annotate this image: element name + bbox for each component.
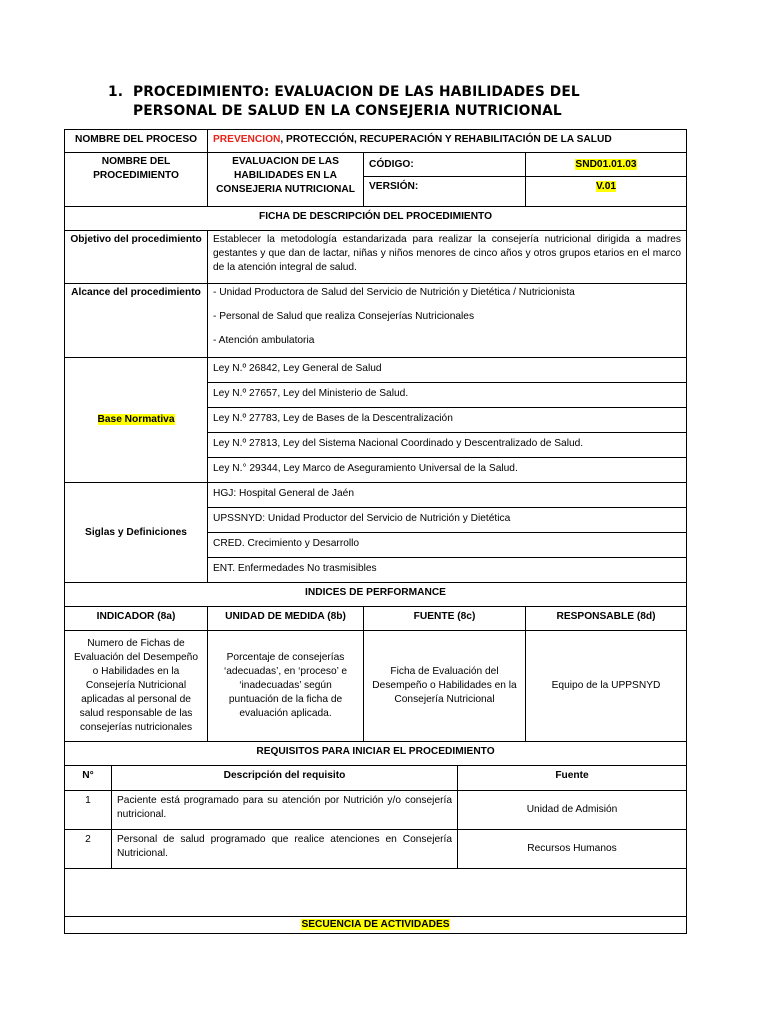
indicador-value: Numero de Fichas de Evaluación del Desempeño o Habilidades en la Consejería Nutricional aplicadas al personal de salud responsable de las consejerías nutricionales: [65, 631, 208, 742]
indices-header: FUENTE (8c): [364, 607, 526, 631]
row-indices-values: [65, 631, 687, 742]
procedure-table: [64, 129, 687, 934]
ficha-title: FICHA DE DESCRIPCIÓN DEL PROCEDIMIENTO: [65, 207, 687, 231]
alcance-item: - Atención ambulatoria: [213, 335, 315, 346]
sigla-item: CRED. Crecimiento y Desarrollo: [208, 533, 687, 558]
requisito-description: Paciente está programado para su atención por Nutrición y/o consejería nutricional.: [112, 791, 458, 830]
requisitos-title: REQUISITOS PARA INICIAR EL PROCEDIMIENTO: [65, 742, 687, 766]
section-heading: [108, 83, 668, 121]
row-siglas: [65, 483, 687, 508]
alcance-item: - Personal de Salud que realiza Consejerías Nutricionales: [213, 311, 475, 322]
requisito-fuente: Recursos Humanos: [458, 830, 687, 869]
row-ficha-title: [65, 207, 687, 231]
indices-title: INDICES DE PERFORMANCE: [65, 583, 687, 607]
row-empty: [65, 869, 687, 917]
row-secuencia-title: [65, 917, 687, 934]
requisito-fuente: Unidad de Admisión: [458, 791, 687, 830]
requisito-number: 1: [65, 791, 112, 830]
alcance-label: Alcance del procedimiento: [65, 284, 208, 358]
codigo-label: CÓDIGO:: [364, 153, 526, 177]
secuencia-title: SECUENCIA DE ACTIVIDADES: [301, 919, 450, 930]
ley-item: Ley N.° 29344, Ley Marco de Aseguramiento Universal de la Salud.: [208, 458, 687, 483]
sigla-item: UPSSNYD: Unidad Productor del Servicio de Nutrición y Dietética: [208, 508, 687, 533]
row-requisitos-title: [65, 742, 687, 766]
section-title: PROCEDIMIENTO: EVALUACION DE LAS HABILIDADES DEL PERSONAL DE SALUD EN LA CONSEJERIA NUTRICIONAL: [133, 84, 580, 119]
indices-header: RESPONSABLE (8d): [526, 607, 687, 631]
requisitos-header: N°: [65, 766, 112, 791]
codigo-value: SND01.01.03: [575, 158, 637, 170]
row-base-normativa: [65, 358, 687, 383]
objetivo-value: Establecer la metodología estandarizada para realizar la consejería nutricional dirigida a madres gestantes y que dan de lactar, niñas y niños menores de cinco años y otros grupos etarios en el marco de la atención integral de salud.: [208, 231, 687, 284]
ley-item: Ley N.º 26842, Ley General de Salud: [208, 358, 687, 383]
row-alcance: [65, 284, 687, 358]
unidad-medida-value: Porcentaje de consejerías ‘adecuadas’, en ‘proceso’ e ‘inadecuadas’ según puntuación de la ficha de evaluación aplicada.: [208, 631, 364, 742]
proceso-label: NOMBRE DEL PROCESO: [65, 130, 208, 153]
alcance-list: [208, 284, 687, 358]
row-objetivo: [65, 231, 687, 284]
ley-item: Ley N.º 27783, Ley de Bases de la Descentralización: [208, 408, 687, 433]
fuente-value: Ficha de Evaluación del Desempeño o Habilidades en la Consejería Nutricional: [364, 631, 526, 742]
requisito-row: [65, 830, 687, 869]
requisito-row: [65, 791, 687, 830]
codigo-value-cell: [526, 153, 687, 177]
section-number: 1.: [108, 84, 124, 100]
ley-item: Ley N.º 27657, Ley del Ministerio de Salud.: [208, 383, 687, 408]
responsable-value: Equipo de la UPPSNYD: [526, 631, 687, 742]
procedimiento-value: EVALUACION DE LAS HABILIDADES EN LA CONSEJERIA NUTRICIONAL: [208, 153, 364, 207]
proceso-value: [208, 130, 687, 153]
proceso-value-red: PREVENCION: [213, 134, 281, 145]
row-requisitos-headers: [65, 766, 687, 791]
requisito-number: 2: [65, 830, 112, 869]
requisitos-header: Fuente: [458, 766, 687, 791]
version-label: VERSIÓN:: [364, 177, 526, 207]
alcance-item: - Unidad Productora de Salud del Servicio de Nutrición y Dietética / Nutricionista: [213, 287, 575, 298]
siglas-label: Siglas y Definiciones: [65, 483, 208, 583]
version-value-cell: [526, 177, 687, 207]
sigla-item: HGJ: Hospital General de Jaén: [208, 483, 687, 508]
procedimiento-label: NOMBRE DEL PROCEDIMIENTO: [65, 153, 208, 207]
row-proceso: [65, 130, 687, 153]
objetivo-label: Objetivo del procedimiento: [65, 231, 208, 284]
sigla-item: ENT. Enfermedades No trasmisibles: [208, 558, 687, 583]
row-procedimiento-codigo: [65, 153, 687, 177]
indices-header: INDICADOR (8a): [65, 607, 208, 631]
base-normativa-label-cell: [65, 358, 208, 483]
empty-cell: [65, 869, 687, 917]
requisito-description: Personal de salud programado que realice atenciones en Consejería Nutricional.: [112, 830, 458, 869]
requisitos-header: Descripción del requisito: [112, 766, 458, 791]
row-indices-headers: [65, 607, 687, 631]
version-value: V.01: [596, 181, 617, 192]
proceso-value-rest: , PROTECCIÓN, RECUPERACIÓN Y REHABILITACIÓN DE LA SALUD: [280, 134, 612, 145]
row-indices-title: [65, 583, 687, 607]
secuencia-title-cell: [65, 917, 687, 934]
base-normativa-label: Base Normativa: [97, 414, 175, 425]
indices-header: UNIDAD DE MEDIDA (8b): [208, 607, 364, 631]
ley-item: Ley N.º 27813, Ley del Sistema Nacional Coordinado y Descentralizado de Salud.: [208, 433, 687, 458]
